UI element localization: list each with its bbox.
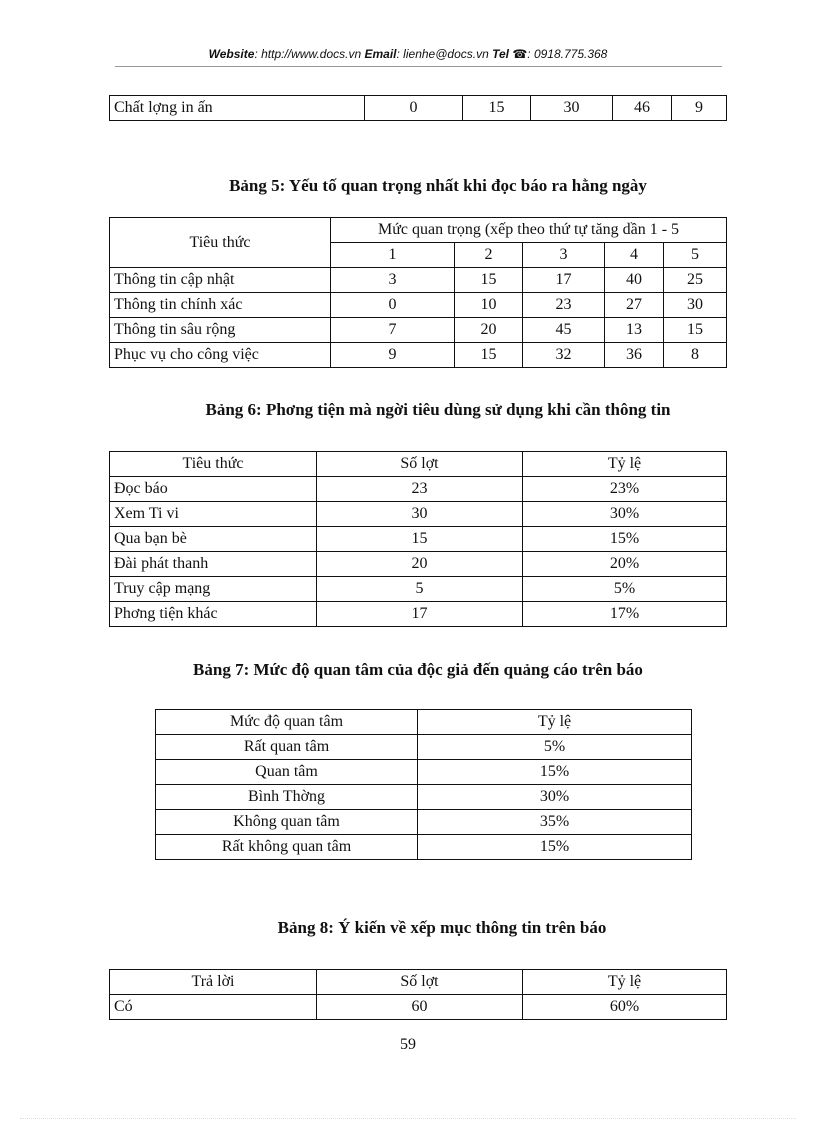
- table6-header: Tiêu thức: [110, 452, 317, 477]
- table-row: [110, 995, 727, 1020]
- table-row: [156, 810, 692, 835]
- table-cell: 30%: [418, 785, 692, 810]
- table-cell: 5%: [418, 735, 692, 760]
- table-cell: 20: [455, 318, 523, 343]
- table-row: [110, 527, 727, 552]
- table-header-row: [110, 452, 727, 477]
- table-cell: 15: [463, 96, 531, 121]
- table-cell: 15: [455, 343, 523, 368]
- table5-criteria-header: Tiêu thức: [110, 218, 331, 268]
- table6: [109, 451, 727, 627]
- table-cell: 27: [605, 293, 664, 318]
- table-cell: 25: [664, 268, 727, 293]
- table-top-fragment: [109, 95, 727, 121]
- table-header-row: [156, 710, 692, 735]
- table-cell: 13: [605, 318, 664, 343]
- table-cell: 5: [317, 577, 523, 602]
- tel-label: Tel ☎: [492, 47, 528, 61]
- table-cell: 15: [455, 268, 523, 293]
- table-cell: 60%: [523, 995, 727, 1020]
- table-cell: 15: [664, 318, 727, 343]
- table-row: [110, 577, 727, 602]
- table-cell: 23: [523, 293, 605, 318]
- table-cell: 17: [523, 268, 605, 293]
- table-row: [110, 602, 727, 627]
- table-cell: Rất không quan tâm: [156, 835, 418, 860]
- table-cell: 30: [531, 96, 613, 121]
- table-header-row: [110, 970, 727, 995]
- email-label: Email: [364, 47, 397, 61]
- tel-value: : 0918.775.368: [527, 47, 608, 61]
- table-cell: 20: [317, 552, 523, 577]
- table-cell: 15%: [418, 835, 692, 860]
- table-cell: Thông tin sâu rộng: [110, 318, 331, 343]
- table-cell: 0: [365, 96, 463, 121]
- table8: [109, 969, 727, 1020]
- table7-header: Mức độ quan tâm: [156, 710, 418, 735]
- table7-header: Tỷ lệ: [418, 710, 692, 735]
- table-cell: 15%: [523, 527, 727, 552]
- table-header-row: [110, 218, 727, 243]
- table-cell: 30: [317, 502, 523, 527]
- table8-header: Trả lời: [110, 970, 317, 995]
- table-row: [110, 293, 727, 318]
- table-cell: 17: [317, 602, 523, 627]
- table-cell: 45: [523, 318, 605, 343]
- table-cell: 32: [523, 343, 605, 368]
- table8-header: Số lợt: [317, 970, 523, 995]
- table6-header: Số lợt: [317, 452, 523, 477]
- table-cell: 0: [331, 293, 455, 318]
- table-cell: Xem Ti vi: [110, 502, 317, 527]
- table-cell: 30%: [523, 502, 727, 527]
- table-row: [156, 760, 692, 785]
- email-value: : lienhe@docs.vn: [396, 47, 489, 61]
- table-row: [110, 552, 727, 577]
- table-cell: 23%: [523, 477, 727, 502]
- table-row: [110, 343, 727, 368]
- table5-level: 3: [523, 243, 605, 268]
- table-cell: Chất lợng in ấn: [110, 96, 365, 121]
- table5-level-header: Mức quan trọng (xếp theo thứ tự tăng dần 1 - 5: [331, 218, 727, 243]
- table-cell: 15: [317, 527, 523, 552]
- table-row: [156, 735, 692, 760]
- table-cell: 60: [317, 995, 523, 1020]
- table-row: [110, 268, 727, 293]
- table-cell: 17%: [523, 602, 727, 627]
- table7: [155, 709, 692, 860]
- table-cell: 8: [664, 343, 727, 368]
- table5-caption: Bảng 5: Yếu tố quan trọng nhất khi đọc báo ra hằng ngày: [229, 176, 647, 195]
- table-cell: Thông tin cập nhật: [110, 268, 331, 293]
- table-cell: 5%: [523, 577, 727, 602]
- table-cell: Có: [110, 995, 317, 1020]
- table5-level: 2: [455, 243, 523, 268]
- table-cell: 9: [672, 96, 727, 121]
- table-cell: 40: [605, 268, 664, 293]
- table-cell: Đọc báo: [110, 477, 317, 502]
- table6-caption: Bảng 6: Phơng tiện mà ngời tiêu dùng sử dụng khi cần thông tin: [205, 400, 671, 419]
- table-cell: 10: [455, 293, 523, 318]
- table-cell: 20%: [523, 552, 727, 577]
- table8-caption: Bảng 8: Ý kiến về xếp mục thông tin trên báo: [277, 918, 607, 937]
- table-cell: 9: [331, 343, 455, 368]
- table-cell: 30: [664, 293, 727, 318]
- table-cell: Đài phát thanh: [110, 552, 317, 577]
- table-row: [156, 785, 692, 810]
- table-row: [110, 477, 727, 502]
- website-value: : http://www.docs.vn: [254, 47, 362, 61]
- table-cell: 35%: [418, 810, 692, 835]
- table-row: [110, 96, 727, 121]
- table5-level: 4: [605, 243, 664, 268]
- table-cell: 15%: [418, 760, 692, 785]
- table-row: [110, 318, 727, 343]
- table-cell: Quan tâm: [156, 760, 418, 785]
- table-cell: 36: [605, 343, 664, 368]
- table-cell: Qua bạn bè: [110, 527, 317, 552]
- table6-header: Tỷ lệ: [523, 452, 727, 477]
- table-cell: 23: [317, 477, 523, 502]
- table-cell: Thông tin chính xác: [110, 293, 331, 318]
- table7-caption: Bảng 7: Mức độ quan tâm của độc giả đến quảng cáo trên báo: [193, 660, 643, 679]
- table-cell: Không quan tâm: [156, 810, 418, 835]
- table-cell: 3: [331, 268, 455, 293]
- table-cell: Rất quan tâm: [156, 735, 418, 760]
- table-cell: 46: [613, 96, 672, 121]
- page-number: 59: [400, 1036, 416, 1053]
- table5: [109, 217, 727, 368]
- bottom-dotted-rule: [20, 1118, 796, 1119]
- header-rule: [115, 66, 722, 67]
- table-row: [110, 502, 727, 527]
- table5-level: 5: [664, 243, 727, 268]
- table-cell: 7: [331, 318, 455, 343]
- page-header: [0, 47, 816, 61]
- table-row: [156, 835, 692, 860]
- table-cell: Bình Thờng: [156, 785, 418, 810]
- table5-level: 1: [331, 243, 455, 268]
- table-cell: Truy cập mạng: [110, 577, 317, 602]
- table8-header: Tỷ lệ: [523, 970, 727, 995]
- website-label: Website: [208, 47, 255, 61]
- table-cell: Phục vụ cho công việc: [110, 343, 331, 368]
- table-cell: Phơng tiện khác: [110, 602, 317, 627]
